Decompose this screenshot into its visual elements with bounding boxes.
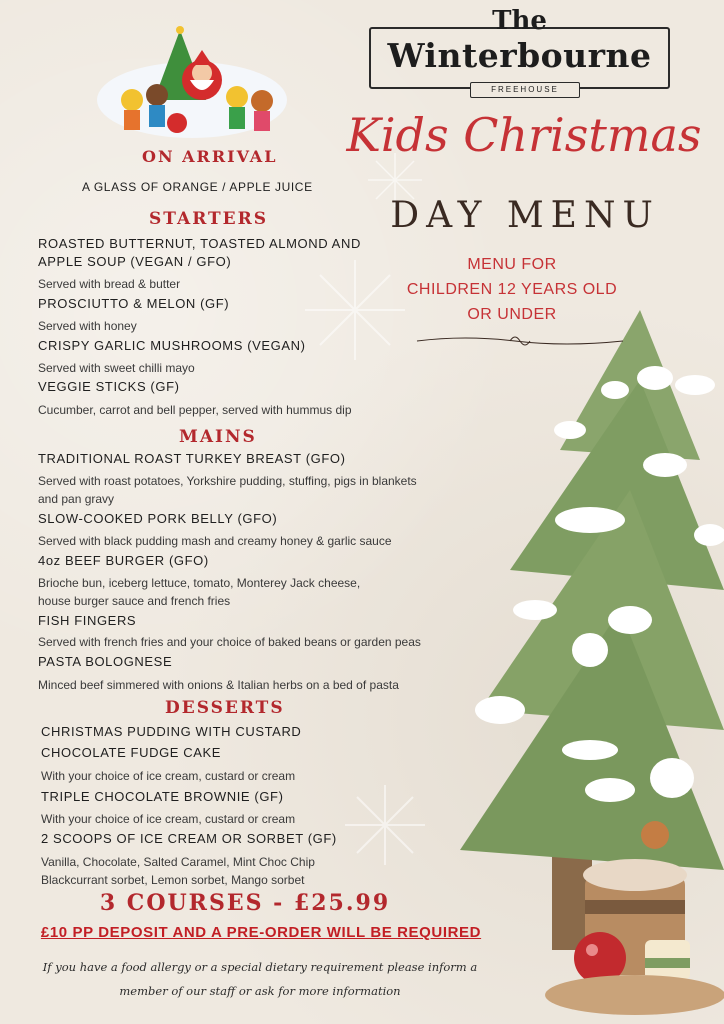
audience-note — [392, 252, 632, 327]
menu-item-desc: Minced beef simmered with onions & Italian herbs on a bed of pasta — [38, 678, 399, 692]
menu-item-name: 2 SCOOPS OF ICE CREAM OR SORBET (GF) — [41, 831, 337, 846]
menu-item-name: TRIPLE CHOCOLATE BROWNIE (GF) — [41, 789, 284, 804]
menu-item-name: APPLE SOUP (VEGAN / GFO) — [38, 254, 232, 269]
allergy-line: If you have a food allergy or a special dietary requirement please inform a — [42, 960, 478, 974]
desserts-heading: DESSERTS — [165, 698, 285, 718]
title-main: DAY MENU — [390, 195, 660, 236]
menu-item-name: PASTA BOLOGNESE — [38, 654, 173, 669]
menu-item-desc: Served with black pudding mash and creamy honey & garlic sauce — [38, 534, 392, 548]
menu-item-name: VEGGIE STICKS (GF) — [38, 379, 180, 394]
santa-kids-illustration — [92, 25, 292, 140]
menu-item-desc: Cucumber, carrot and bell pepper, served with hummus dip — [38, 403, 352, 417]
mains-heading: MAINS — [179, 427, 257, 447]
audience-line: CHILDREN 12 YEARS OLD — [406, 281, 618, 298]
menu-item-desc: Served with roast potatoes, Yorkshire pudding, stuffing, pigs in blankets — [38, 474, 417, 488]
menu-item-name: TRADITIONAL ROAST TURKEY BREAST (GFO) — [38, 451, 346, 466]
arrival-text: A GLASS OF ORANGE / APPLE JUICE — [82, 180, 313, 194]
menu-item-desc: With your choice of ice cream, custard or cream — [41, 812, 296, 826]
menu-item-name: CRISPY GARLIC MUSHROOMS (VEGAN) — [38, 338, 306, 353]
audience-line: MENU FOR — [467, 256, 557, 273]
allergy-notice — [30, 955, 490, 1003]
menu-item-desc: Brioche bun, iceberg lettuce, tomato, Monterey Jack cheese, — [38, 576, 361, 590]
price-line: 3 COURSES - £25.99 — [99, 890, 391, 916]
allergy-line: member of our staff or ask for more information — [119, 984, 401, 998]
menu-item-name: ROASTED BUTTERNUT, TOASTED ALMOND AND — [38, 236, 361, 251]
menu-item-desc: Served with french fries and your choice of baked beans or garden peas — [38, 635, 421, 649]
flourish-divider — [415, 333, 625, 349]
menu-item-name: FISH FINGERS — [38, 613, 137, 628]
snowflake-decoration — [340, 780, 430, 870]
deposit-notice: £10 PP DEPOSIT AND A PRE-ORDER WILL BE REQUIRED — [40, 924, 482, 941]
starters-heading: STARTERS — [149, 209, 269, 229]
menu-item-name: CHRISTMAS PUDDING WITH CUSTARD — [41, 724, 302, 739]
title-script: Kids Christmas — [346, 108, 702, 162]
logo-name: Winterbourne — [387, 36, 652, 75]
audience-line: OR UNDER — [467, 306, 557, 323]
menu-item-desc: Served with honey — [38, 319, 137, 333]
menu-item-desc: house burger sauce and french fries — [38, 594, 231, 608]
menu-item-desc: and pan gravy — [38, 492, 115, 506]
menu-item-desc: Served with sweet chilli mayo — [38, 361, 195, 375]
menu-item-name: 4oz BEEF BURGER (GFO) — [38, 553, 209, 568]
menu-item-desc: Served with bread & butter — [38, 277, 181, 291]
menu-item-name: CHOCOLATE FUDGE CAKE — [41, 745, 222, 760]
menu-item-desc: With your choice of ice cream, custard or cream — [41, 769, 296, 783]
logo-the: The — [492, 6, 547, 36]
logo-freehouse: FREEHOUSE — [470, 82, 580, 98]
menu-item-desc: Vanilla, Chocolate, Salted Caramel, Mint Choc Chip — [41, 855, 315, 869]
arrival-heading: ON ARRIVAL — [142, 147, 278, 166]
menu-item-name: SLOW-COOKED PORK BELLY (GFO) — [38, 511, 278, 526]
menu-item-name: PROSCIUTTO & MELON (GF) — [38, 296, 230, 311]
menu-item-desc: Blackcurrant sorbet, Lemon sorbet, Mango sorbet — [41, 873, 305, 887]
